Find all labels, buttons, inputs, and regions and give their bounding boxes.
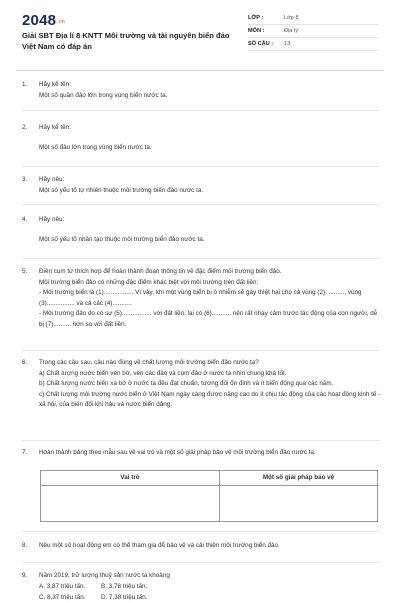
question-2 <box>22 123 382 153</box>
question-7 <box>22 448 382 459</box>
question-number: 2. <box>22 123 27 134</box>
question-number: 9. <box>22 571 27 582</box>
question-divider <box>22 110 380 111</box>
question-line: Năm 2019, trữ lượng thuỷ sản nước ta khoảng <box>39 571 382 582</box>
logo-main: 2048 <box>22 12 56 29</box>
question-line: Hãy kể tên: <box>39 80 382 91</box>
question-3 <box>22 175 382 196</box>
question-divider <box>22 204 380 205</box>
info-value: 13 <box>284 41 290 47</box>
question-number: 3. <box>22 175 27 186</box>
question-number: 1. <box>22 80 27 91</box>
question-divider <box>22 440 380 441</box>
answer-table <box>40 470 378 522</box>
question-line: Trong các câu sau, câu nào đúng về chất lượng môi trường biển đảo nước ta? <box>39 358 382 369</box>
table-header-solutions: Một số giải pháp bảo vệ <box>220 471 377 486</box>
question-line: Điền cụm từ thích hợp để hoàn thành đoạn thông tin về đặc điểm môi trường biển đảo. <box>39 267 382 278</box>
question-divider <box>22 531 380 532</box>
info-key: LỚP : <box>248 15 284 21</box>
info-value: Địa lý <box>284 28 298 34</box>
question-line: Hoàn thành bảng theo mẫu sau về vai trò và một số giải pháp bảo vệ môi trường biển đảo nước ta. <box>39 448 382 459</box>
question-9 <box>22 571 382 582</box>
info-key: SỐ CÂU : <box>248 41 284 47</box>
question-5 <box>22 267 382 330</box>
info-row-class <box>248 12 378 25</box>
option-a: A. 3,87 triệu tấn. <box>39 582 101 593</box>
question-line: Một số đảo lớn trong vùng biển nước ta. <box>39 143 382 154</box>
question-number: 4. <box>22 215 27 226</box>
document-header <box>0 0 400 66</box>
question-number: 8. <box>22 541 27 552</box>
question-1 <box>22 80 382 101</box>
question-line: Hãy kể tên: <box>39 123 382 134</box>
option-c: C. 8,37 triệu tấn. <box>39 593 101 603</box>
site-logo[interactable] <box>22 12 65 29</box>
info-row-subject <box>248 25 378 38</box>
question-line: Một số quần đảo lớn trong vùng biển nước ta. <box>39 91 382 102</box>
option-d: D. 7,38 triệu tấn. <box>101 593 163 603</box>
question-number: 6. <box>22 358 27 369</box>
info-table <box>248 12 378 51</box>
info-key: MÔN : <box>248 28 284 34</box>
question-line: Một số yếu tố nhân tạo thuộc môi trường biển đảo nước ta. <box>39 235 382 246</box>
logo-suffix: .vn <box>57 19 65 25</box>
header-divider <box>16 70 384 71</box>
question-4 <box>22 215 382 245</box>
question-line: - Môi trường biển là (1)................. Vì vậy, khi một vùng biển bị ô nhiễm sẽ gây thiệt hại cho cả vùng (2). ........., vùng (3)................ và cả các (4)........... <box>39 288 382 309</box>
question-line: Môi trường biển đảo có những đặc điểm khác biệt với môi trường trên đất liền: <box>39 278 382 289</box>
document-title: Giải SBT Địa lí 8 KNTT Môi trường và tài nguyên biển đảo Việt Nam có đáp án <box>22 30 237 52</box>
question-divider <box>22 258 380 259</box>
question-line: Hãy nêu: <box>39 215 382 226</box>
question-line: Một số yếu tố tự nhiên thuộc môi trường biển đảo nước ta. <box>39 186 382 197</box>
question-line: Hãy nêu: <box>39 175 382 186</box>
info-value: Lớp 8 <box>284 15 299 21</box>
option-b: b) Chất lượng nước biển xa bờ ở nước ta đều đạt chuẩn, tương đối ổn định và ít biến động qua các năm. <box>39 379 382 390</box>
question-divider <box>22 166 380 167</box>
question-number: 7. <box>22 448 27 459</box>
question-number: 5. <box>22 267 27 278</box>
question-line: Nêu một số hoạt động em có thể tham gia để bảo vệ và cải thiện môi trường biển đảo. <box>39 541 382 552</box>
option-c: c) Chất lượng môi trường nước biển ở Việt Nam ngày càng được nâng cao do ít chịu tác động của các hoạt động kinh tế - xã hội, của biến đổi khí hậu và nước biển dâng. <box>39 390 382 411</box>
question-divider <box>22 562 380 563</box>
question-8 <box>22 541 382 552</box>
question-line: - Môi trường đảo do có sự (5)................. với đất liền, lại có (6)........... nên rất nhạy cảm trước tác động của con người, dễ bị (7).......... hơn so với đất liền. <box>39 309 382 330</box>
table-column-divider <box>219 485 220 521</box>
option-a: a) Chất lượng nước biển ven bờ, ven các đảo và cụm đảo ở nước ta nhìn chung khá tốt. <box>39 369 382 380</box>
table-header-role: Vai trò <box>41 471 220 486</box>
question-divider <box>22 350 380 351</box>
question-6 <box>22 358 382 411</box>
option-b: B. 3,78 triệu tấn. <box>101 582 163 593</box>
info-row-count <box>248 38 378 51</box>
